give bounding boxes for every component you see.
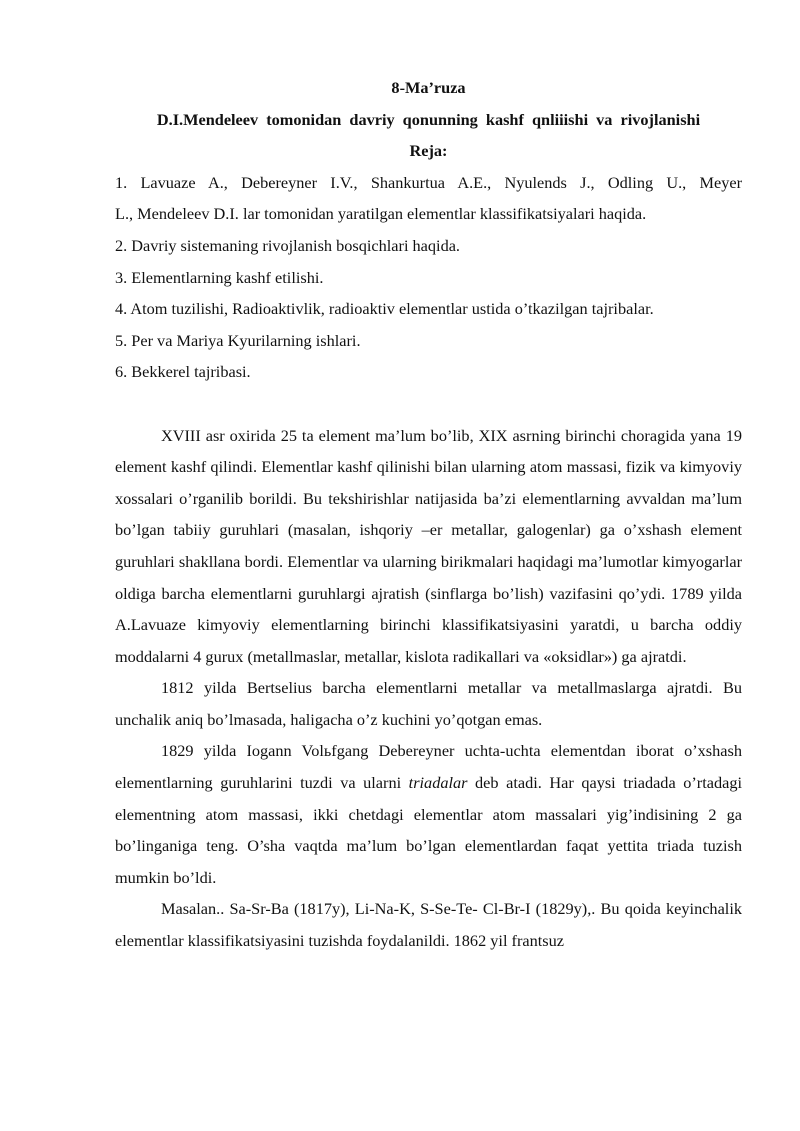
triadalar-term: triadalar — [408, 773, 468, 793]
plan-item-1-line-1: 1. Lavuaze A., Debereyner I.V., Shankurtua A.E., Nyulends J., Odling U., Meyer — [115, 172, 742, 192]
paragraph-2: 1812 yilda Bertselius barcha elementlarni metallar va metallmaslarga ajratdi. Bu unchalik aniq bo’lmasada, haligacha o’z kuchini yo’qotgan emas. — [115, 678, 742, 729]
plan-heading: Reja: — [409, 141, 448, 161]
lecture-number: 8-Ma’ruza — [391, 78, 466, 97]
paragraph-3 — [115, 735, 742, 893]
plan-item-2: 2. Davriy sistemaning rivojlanish bosqichlari haqida. — [115, 235, 461, 255]
blank-line — [115, 388, 742, 420]
plan-item-3: 3. Elementlarning kashf etilishi. — [115, 267, 324, 287]
plan-item-6: 6. Bekkerel tajribasi. — [115, 362, 251, 382]
plan-item-5: 5. Per va Mariya Kyurilarning ishlari. — [115, 330, 361, 350]
plan-list — [115, 167, 742, 388]
lecture-title: D.I.Mendeleev tomonidan davriy qonunning kashf qnliiishi va rivojlanishi — [156, 109, 701, 129]
paragraph-3-part-1: 1829 yilda Iogann Volьfgang Debereyner uchta-uchta elementdan iborat o’xshash elementlarning guruhlarini tuzdi va ularni — [115, 741, 742, 793]
plan-item-1-line-2: L., Mendeleev D.I. lar tomonidan yaratilgan elementlar klassifikatsiyalari haqida. — [115, 204, 647, 224]
plan-item-4: 4. Atom tuzilishi, Radioaktivlik, radioaktiv elementlar ustida o’tkazilgan tajribalar. — [115, 299, 654, 319]
paragraph-1: XVIII asr oxirida 25 ta element ma’lum bo’lib, XIX asrning birinchi choragida yana 19 element kashf qilindi. Elementlar kashf qilinishi bilan ularning atom massasi, fizik va kimyoviy xossalari o’rganilib borildi. Bu tekshirishlar natijasida ba’zi elementlarning avvaldan ma’lum bo’lgan tabiiy guruhlari (masalan, ishqoriy –er metallar, galogenlar) ga o’xshash element guruhlari shakllana bordi. Elementlar va ularning birikmalari haqidagi ma’lumotlar kimyogarlar oldiga barcha elementlarni guruhlargi ajratish (sinflarga bo’lish) vazifasini qo’ydi. 1789 yilda A.Lavuaze kimyoviy elementlarning birinchi klassifikatsiyasini yaratdi, u barcha oddiy moddalarni 4 gurux (metallmaslar, metallar, kislota radikallari va «oksidlar») ga ajratdi. — [115, 425, 742, 666]
paragraph-3-part-2: deb atadi. Har qaysi triadada o’rtadagi elementning atom massasi, ikki chetdagi elementlar atom massalari yig’indisining 2 ga bo’linganiga teng. O’sha vaqtda ma’lum bo’lgan elementlardan faqat yettita triada tuzish mumkin bo’ldi. — [115, 773, 742, 887]
paragraph-4: Masalan.. Sa-Sr-Ba (1817y), Li-Na-K, S-Se-Te- Cl-Br-I (1829y),. Bu qoida keyinchalik elementlar klassifikatsiyasini tuzishda foydalanildi. 1862 yil frantsuz — [115, 899, 742, 951]
document-page — [115, 72, 742, 957]
